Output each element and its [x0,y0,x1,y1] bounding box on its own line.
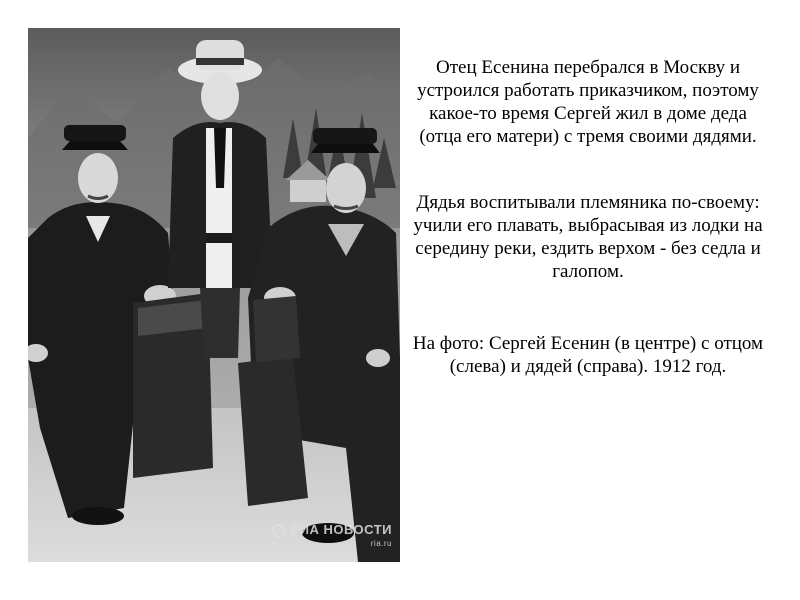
slide-text [412,56,764,378]
watermark-text: РИА НОВОСТИ [290,522,392,538]
paragraph-photo-caption: На фото: Сергей Есенин (в центре) с отцом (слева) и дядей (справа). 1912 год. [412,333,764,377]
historical-photo [28,28,400,562]
paragraph-father: Отец Есенина перебрался в Москву и устроился работать приказчиком, поэтому какое-то время Сергей жил в доме деда (отца его матери) с тремя своими дядями. [417,57,759,147]
watermark-url: ria.ru [370,539,392,548]
photo-illustration [28,28,400,562]
paragraph-uncles: Дядья воспитывали племяника по-своему: учили его плавать, выбрасывая из лодки на середину реки, ездить верхом - без седла и галопом. [413,192,763,282]
ria-watermark [272,522,392,548]
ria-logo-icon [272,524,286,538]
